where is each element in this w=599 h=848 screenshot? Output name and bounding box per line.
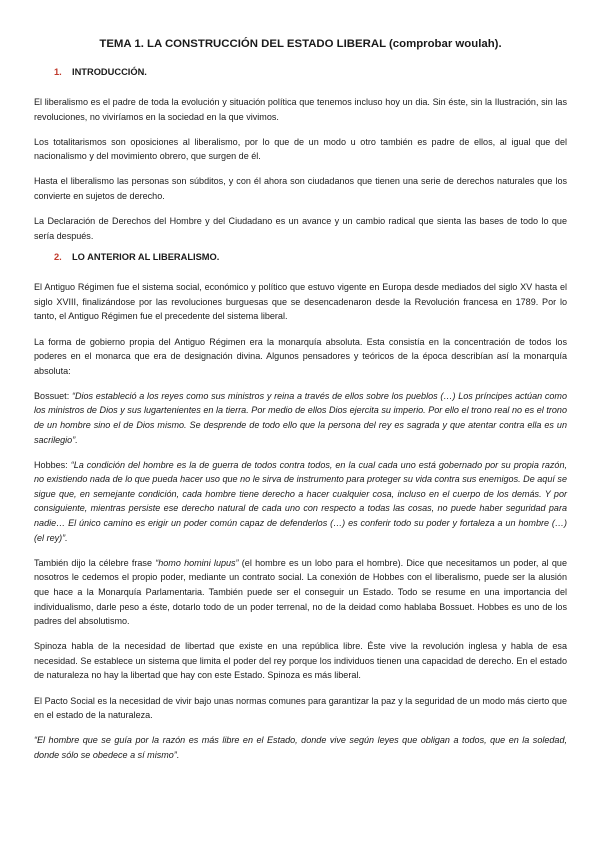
section-label: LO ANTERIOR AL LIBERALISMO. — [72, 252, 220, 263]
paragraph — [34, 556, 567, 629]
quote-author: Hobbes: — [34, 459, 71, 470]
document-title: TEMA 1. LA CONSTRUCCIÓN DEL ESTADO LIBERAL (comprobar woulah). — [99, 38, 502, 50]
quote-author: Bossuet: — [34, 390, 72, 401]
paragraph: Los totalitarismos son oposiciones al liberalismo, por lo que de un modo u otro también es padre de ellos, al igual que del nacionalismo y del movimiento obrero, que surgen de él. — [34, 136, 567, 162]
paragraph: Hasta el liberalismo las personas son súbditos, y con él ahora son ciudadanos que tienen una serie de derechos naturales que los convierte en sujetos de derecho. — [34, 176, 567, 201]
quote-text: “La condición del hombre es la de guerra de todos contra todos, en la cual cada uno está gobernado por su propia razón, no existiendo nada de lo que pueda hacer uso que no le sirva de instrumento para proteger su vida contra sus enemigos. De aquí se sigue que, en semejante condición, cada hombre tiene derecho a hacer cualquier cosa, incluso en el cuerpo de los demás. Y por consiguiente, mientras persiste ese derecho natural de cada uno con respecto a todas las cosas, no puede haber seguridad para nadie… El único camino es erigir un poder común capaz de defenderlos (…) es conferir todo su poder y fortaleza a un hombre (…) (el rey)”. — [34, 459, 567, 543]
paragraph: La Declaración de Derechos del Hombre y del Ciudadano es un avance y un cambio radical que sienta las bases de todo lo que sería después. — [34, 216, 567, 241]
paragraph: El Antiguo Régimen fue el sistema social, económico y político que estuvo vigente en Europa desde mediados del siglo XV hasta el siglo XVIII, finalizándose por las revoluciones burguesas que se desencadenaron desde la Revolución francesa en 1789. Por lo tanto, el Antiguo Régimen fue el precedente del sistema liberal. — [34, 282, 567, 322]
section-heading-lo-anterior — [34, 252, 567, 262]
section-number: 2. — [54, 252, 62, 263]
quote-bossuet — [34, 389, 567, 447]
section-heading-introduccion — [34, 67, 567, 77]
text-run: (el hombre es un lobo para el hombre). Dice que necesitamos un poder, al que nosotros le cedemos el propio poder, mediante un contrato social. La conexión de Hobbes con el liberalismo, puede ser la alusión que hace a la Monarquía Parlamentaria. También puede ser el conseguir un Estado. Todo se resume en una importancia del individualismo, darle peso a éste, dotarlo todo de un poder terrenal, no de la deidad como hablaba Bossuet. Hobbes es uno de los padres del absolutismo. — [34, 557, 567, 627]
paragraph: El liberalismo es el padre de toda la evolución y situación política que tenemos incluso hoy un dia. Sin éste, sin la Ilustración, sin las revoluciones, no viviríamos en la sociedad en la que vivimos. — [34, 97, 567, 122]
section-label: INTRODUCCIÓN. — [72, 67, 147, 77]
paragraph: El Pacto Social es la necesidad de vivir bajo unas normas comunes para garantizar la paz y la seguridad de un modo más cierto que en el estado de la naturaleza. — [34, 695, 567, 721]
quote-text: “Dios estableció a los reyes como sus ministros y reina a través de ellos sobre los pueblos (…) Los príncipes actúan como los ministros de Dios y sus lugartenientes en la tierra. Por medio de ellos Dios ejercita su imperio. Por ello el trono real no es el trono de un hombre sino el de Dios mismo. Se desprende de todo ello que la persona del rey es sagrada y que atentar contra ella es un sacrilegio”. — [34, 390, 567, 445]
section-number: 1. — [54, 67, 62, 77]
quote-text: “homo homini lupus” — [155, 557, 239, 568]
text-run: También dijo la célebre frase — [34, 557, 156, 568]
paragraph: La forma de gobierno propia del Antiguo Régimen era la monarquía absoluta. Esta consistía en la concentración de todos los poderes en el monarca que era de designación divina. Algunos pensadores y teóricos de la época describían así la monarquía absoluta: — [34, 336, 567, 376]
quote-hobbes — [34, 458, 567, 546]
quote-spinoza: “El hombre que se guía por la razón es más libre en el Estado, donde vive según leyes que obligan a todos, que en la soledad, donde sólo se obedece a sí mismo”. — [34, 735, 567, 760]
paragraph: Spinoza habla de la necesidad de libertad que existe en una república libre. Éste vive la revolución inglesa y habla de esa necesidad. Se establece un sistema que limita el poder del rey porque los individuos tienen una capacidad de derecho. En el estado de naturaleza no hay la libertad que hay con este Estado. Spinoza es más liberal. — [34, 641, 567, 681]
